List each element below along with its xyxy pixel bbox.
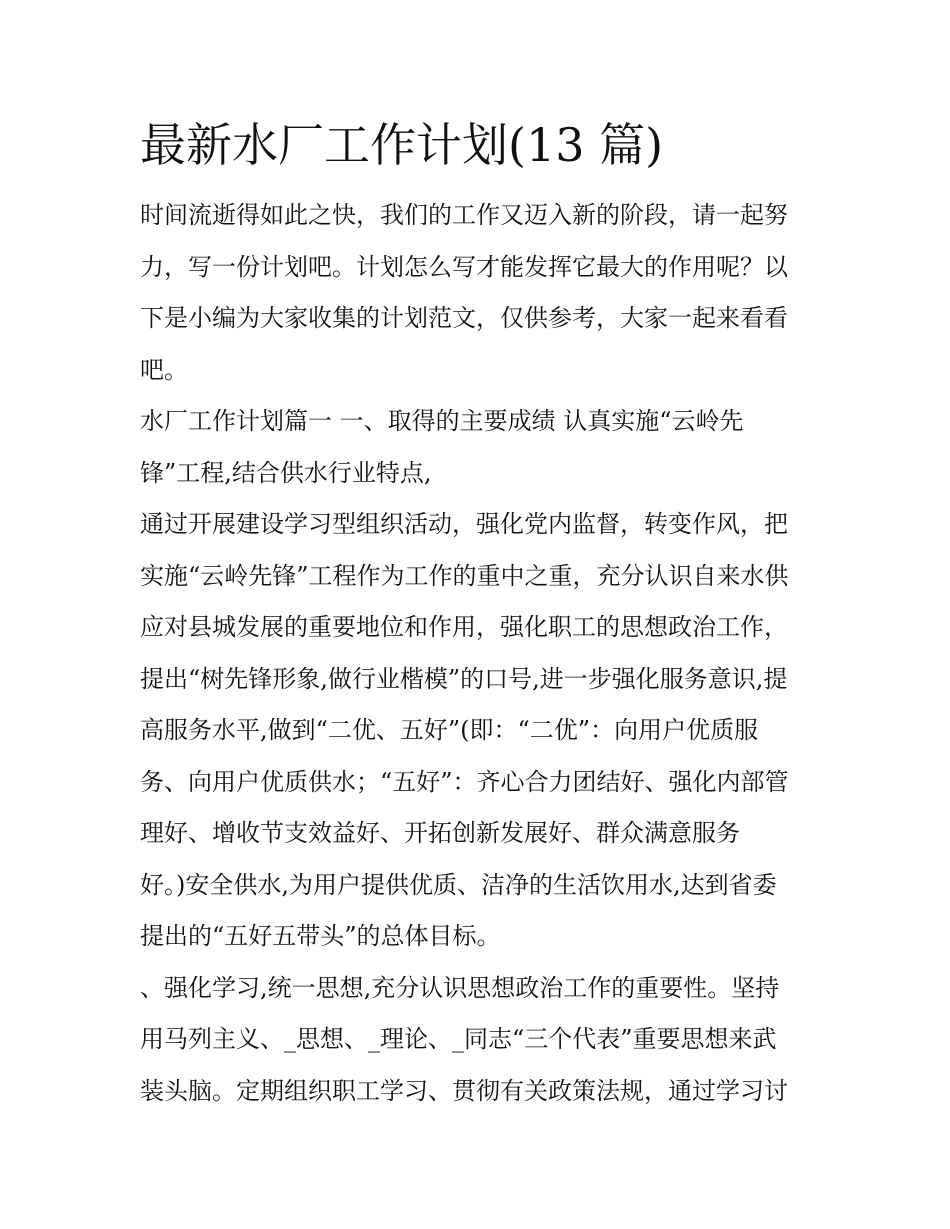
document-title: 最新水厂工作计划(13 篇) xyxy=(140,118,664,172)
text-line: 好。)安全供水,为用户提供优质、洁净的生活饮用水,达到省委 xyxy=(140,870,777,899)
text-line: 高服务水平,做到“二优、五好”(即：“二优”：向用户优质服 xyxy=(140,716,759,744)
text-line: 时间流逝得如此之快，我们的工作又迈入新的阶段，请一起努 xyxy=(140,201,788,229)
text-line: 下是小编为大家收集的计划范文，仅供参考，大家一起来看看 xyxy=(140,304,788,332)
document-body xyxy=(140,190,820,1117)
text-line: 吧。 xyxy=(140,355,188,384)
text-line: 力，写一份计划吧。计划怎么写才能发挥它最大的作用呢？以 xyxy=(140,252,788,281)
text-line: 理好、增收节支效益好、开拓创新发展好、群众满意服务 xyxy=(140,819,740,847)
text-line: 锋”工程,结合供水行业特点, xyxy=(140,458,432,487)
text-line: 装头脑。定期组织职工学习、贯彻有关政策法规，通过学习讨 xyxy=(140,1076,788,1105)
text-line: 应对县城发展的重要地位和作用，强化职工的思想政治工作， xyxy=(140,613,788,641)
text-line: 用马列主义、_思想、_理论、_同志“三个代表”重要思想来武 xyxy=(140,1025,777,1053)
text-line: 水厂工作计划篇一 一、取得的主要成绩 认真实施“云岭先 xyxy=(140,407,744,435)
text-line: 通过开展建设学习型组织活动，强化党内监督，转变作风，把 xyxy=(140,510,788,538)
text-line: 提出的“五好五带头”的总体目标。 xyxy=(140,922,501,950)
text-line: 务、向用户优质供水；“五好”：齐心合力团结好、强化内部管 xyxy=(140,767,789,796)
document-page xyxy=(140,110,820,1117)
text-line: 实施“云岭先锋”工程作为工作的重中之重，充分认识自来水供 xyxy=(140,561,789,590)
text-line: 、强化学习,统一思想,充分认识思想政治工作的重要性。坚持 xyxy=(140,973,780,1002)
text-line: 提出“树先锋形象,做行业楷模”的口号,进一步强化服务意识,提 xyxy=(140,664,788,693)
